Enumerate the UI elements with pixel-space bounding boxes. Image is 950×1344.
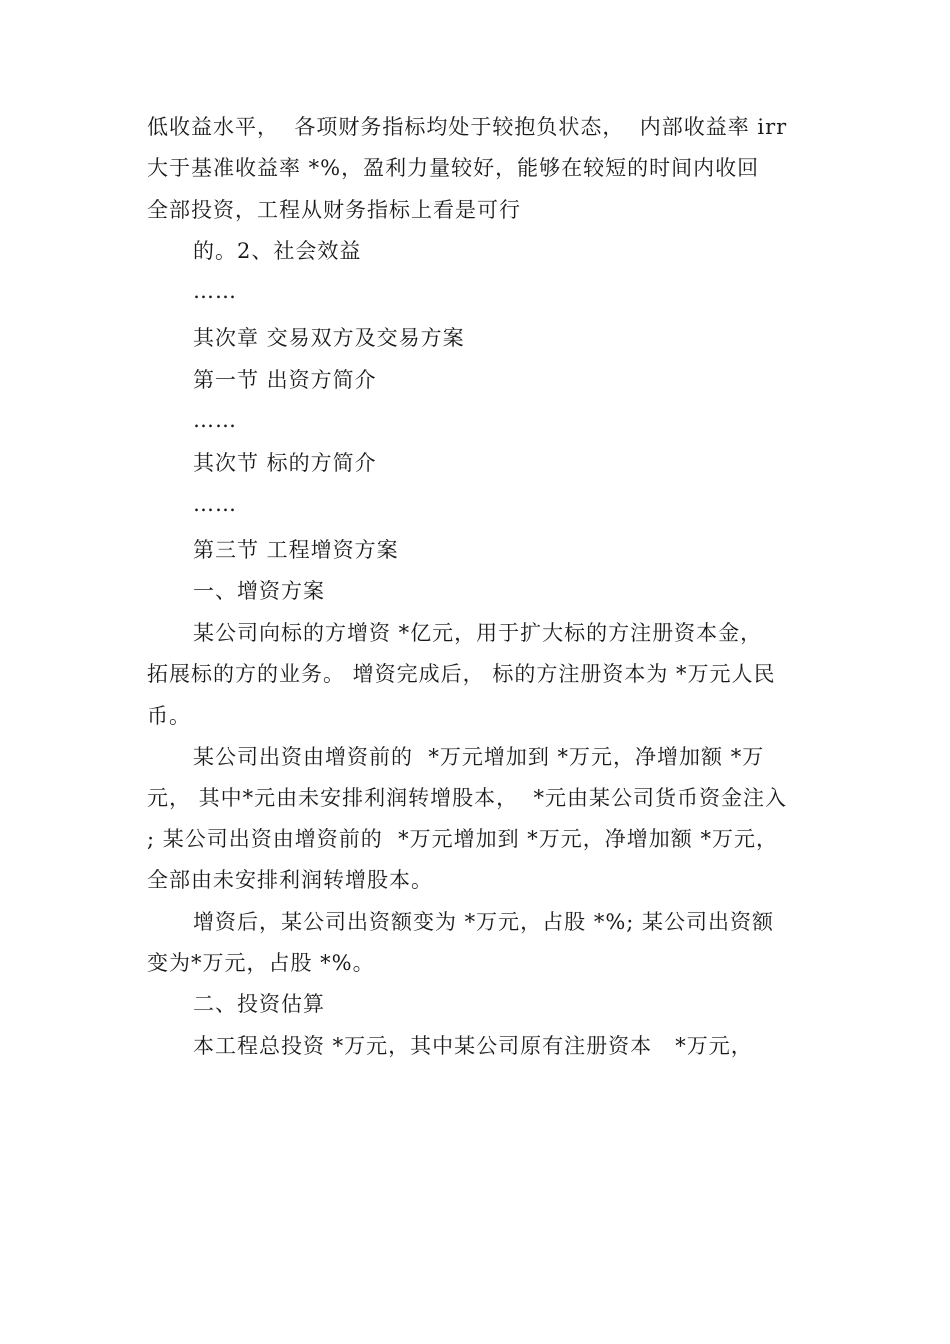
ellipsis-line: …… — [193, 408, 237, 432]
ellipsis-line: …… — [193, 492, 237, 516]
text-line: 全部投资，工程从财务指标上看是可行 — [147, 198, 521, 222]
ellipsis-line: …… — [193, 279, 237, 303]
subsection-heading: 二、投资估算 — [193, 992, 325, 1016]
text-line: 本工程总投资 *万元，其中某公司原有注册资本 *万元， — [193, 1034, 753, 1058]
text-line: 全部由未安排利润转增股本。 — [147, 868, 433, 892]
section-heading: 其次节 标的方简介 — [193, 451, 377, 475]
text-line: 增资后，某公司出资额变为 *万元，占股 *%; 某公司出资额 — [193, 910, 775, 934]
text-line: 币。 — [147, 704, 191, 728]
text-line: 的。2、社会效益 — [193, 239, 362, 263]
text-line: 大于基准收益率 *%，盈利力量较好，能够在较短的时间内收回 — [147, 156, 760, 180]
text-line: 某公司向标的方增资 *亿元，用于扩大标的方注册资本金， — [193, 621, 763, 645]
text-line: 变为*万元，占股 *%。 — [147, 951, 375, 975]
text-line: 某公司出资由增资前的 *万元增加到 *万元，净增加额 *万 — [193, 745, 765, 769]
text-line: 元， 其中*元由未安排利润转增股本， *元由某公司货币资金注入 — [147, 786, 788, 810]
text-line: 拓展标的方的业务。 增资完成后， 标的方注册资本为 *万元人民 — [147, 662, 776, 686]
section-heading: 第一节 出资方简介 — [193, 368, 377, 392]
section-heading: 第三节 工程增资方案 — [193, 538, 399, 562]
text-line: ; 某公司出资由增资前的 *万元增加到 *万元，净增加额 *万元， — [147, 827, 778, 851]
subsection-heading: 一、增资方案 — [193, 579, 325, 603]
text-line: 低收益水平， 各项财务指标均处于较抱负状态， 内部收益率 irr — [147, 115, 788, 139]
chapter-heading: 其次章 交易双方及交易方案 — [193, 326, 465, 350]
